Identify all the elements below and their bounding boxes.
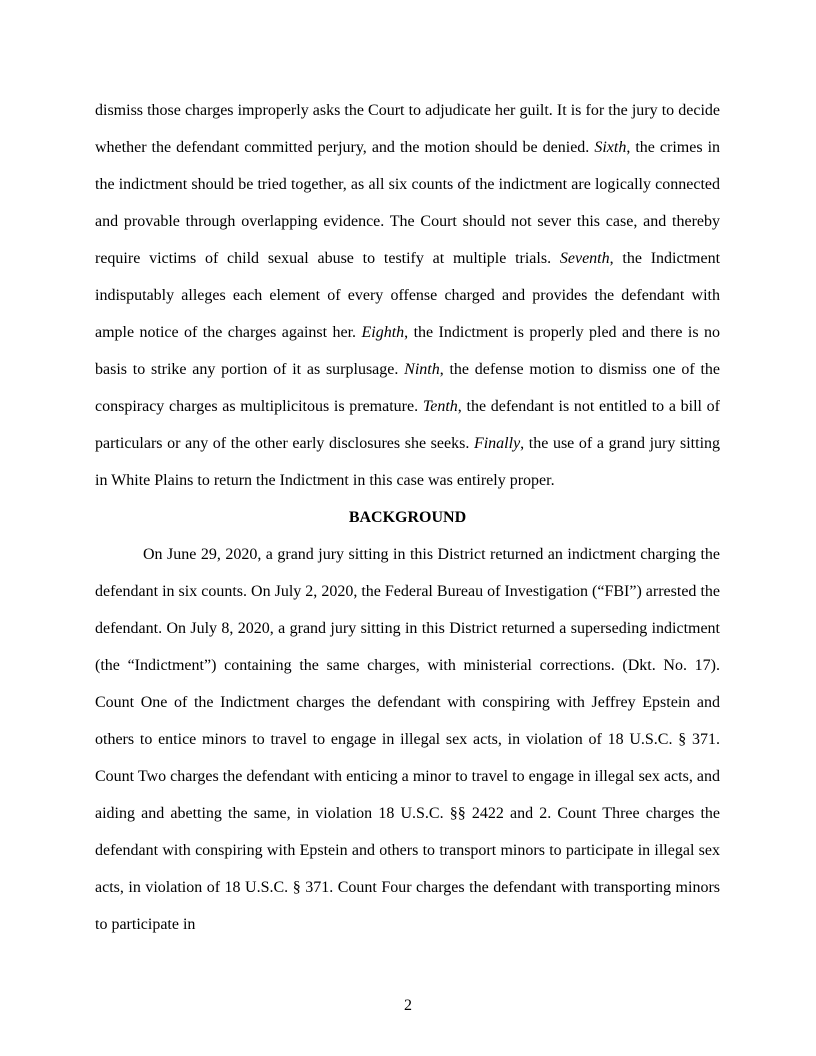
page-number: 2	[404, 997, 412, 1014]
section-heading-background: BACKGROUND	[348, 509, 467, 526]
document-body	[95, 92, 720, 943]
body-paragraph-2: On June 29, 2020, a grand jury sitting in this District returned an indictment charging the defendant in six counts. On July 2, 2020, the Federal Bureau of Investigation (“FBI”) arrested the defendant. On July 8, 2020, a grand jury sitting in this District returned a superseding indictment (the “Indictment”) containing the same charges, with ministerial corrections. (Dkt. No. 17). Count One of the Indictment charges the defendant with conspiring with Jeffrey Epstein and others to entice minors to travel to engage in illegal sex acts, in violation of 18 U.S.C. § 371. Count Two charges the defendant with enticing a minor to travel to engage in illegal sex acts, and aiding and abetting the same, in violation 18 U.S.C. §§ 2422 and 2. Count Three charges the defendant with conspiring with Epstein and others to transport minors to participate in illegal sex acts, in violation of 18 U.S.C. § 371. Count Four charges the defendant with transporting minors to participate in	[95, 546, 720, 933]
body-paragraph-1: dismiss those charges improperly asks the Court to adjudicate her guilt. It is for the jury to decide whether the defendant committed perjury, and the motion should be denied. Sixth, the crimes in the indictment should be tried together, as all six counts of the indictment are logically connected and provable through overlapping evidence. The Court should not sever this case, and thereby require victims of child sexual abuse to testify at multiple trials. Seventh, the Indictment indisputably alleges each element of every offense charged and provides the defendant with ample notice of the charges against her. Eighth, the Indictment is properly pled and there is no basis to strike any portion of it as surplusage. Ninth, the defense motion to dismiss one of the conspiracy charges as multiplicitous is premature. Tenth, the defendant is not entitled to a bill of particulars or any of the other early disclosures she seeks. Finally, the use of a grand jury sitting in White Plains to return the Indictment in this case was entirely proper.	[95, 102, 721, 489]
